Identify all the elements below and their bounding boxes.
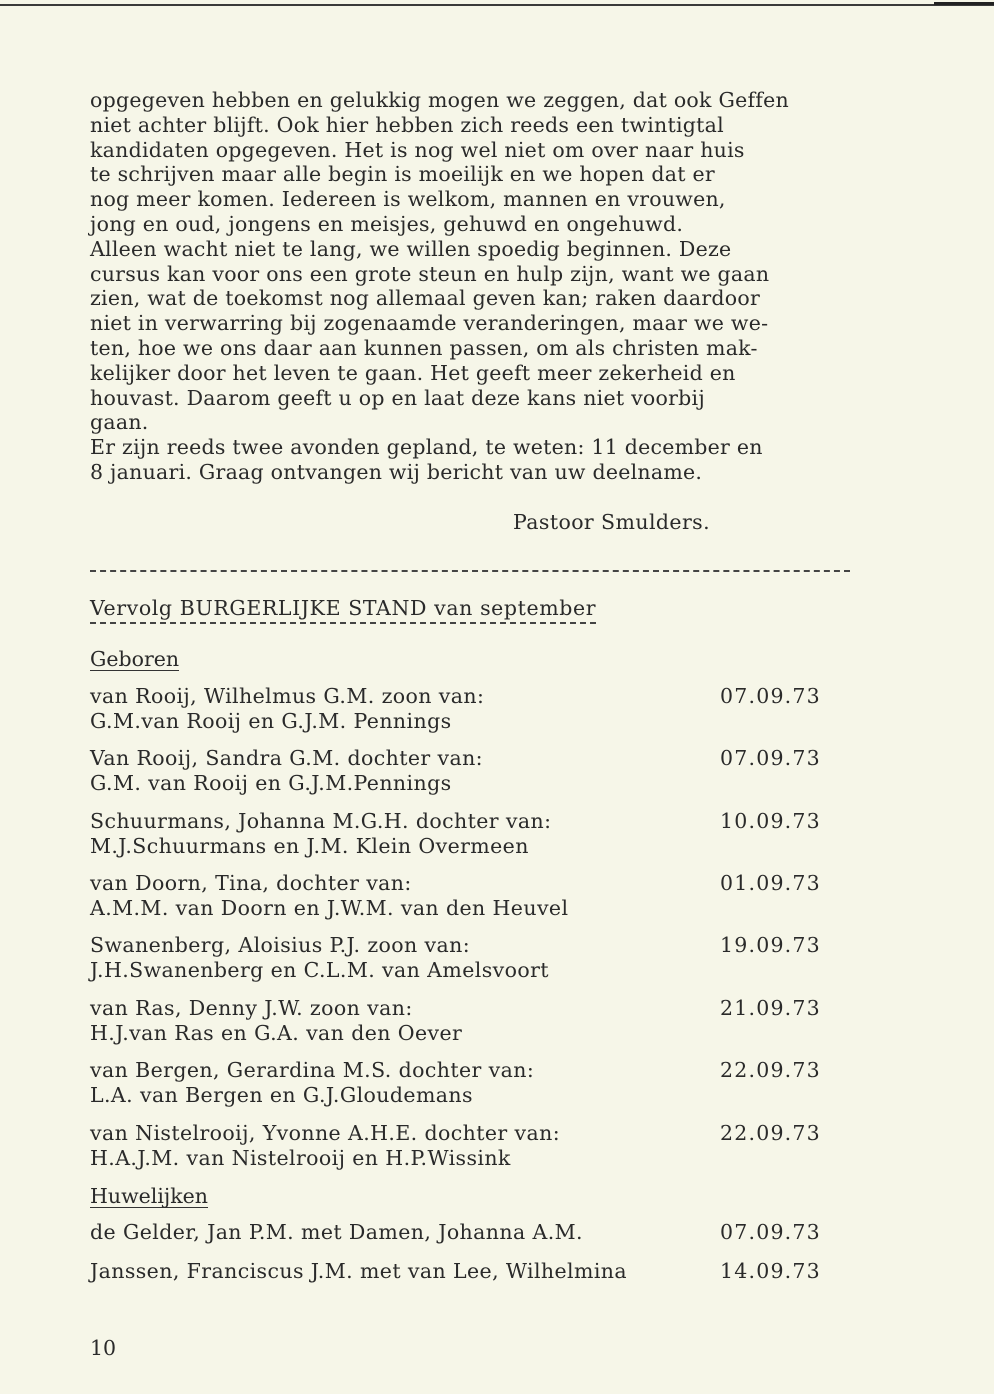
birth-child: Swanenberg, Aloisius P.J. zoon van: — [90, 933, 471, 957]
births-heading: Geboren — [90, 647, 180, 671]
intro-line: 8 januari. Graag ontvangen wij bericht van uw deelname. — [90, 459, 703, 484]
marriages-heading: Huwelijken — [90, 1184, 208, 1208]
signature: Pastoor Smulders. — [513, 510, 710, 534]
intro-line: niet achter blijft. Ook hier hebben zich reeds een twintigtal — [90, 112, 724, 137]
intro-line: kandidaten opgegeven. Het is nog wel niet om over naar huis — [90, 137, 745, 162]
intro-paragraph — [90, 88, 850, 485]
intro-line: Er zijn reeds twee avonden gepland, te weten: 11 december en — [90, 435, 763, 460]
intro-line: nog meer komen. Iedereen is welkom, mannen en vrouwen, — [90, 187, 726, 212]
marriage-entry — [90, 1220, 830, 1245]
intro-line: ten, hoe we ons daar aan kunnen passen, om als christen mak- — [90, 335, 758, 360]
birth-date: 22.09.73 — [720, 1058, 821, 1082]
intro-line: opgegeven hebben en gelukkig mogen we zeggen, dat ook Geffen — [90, 88, 789, 112]
intro-line: kelijker door het leven te gaan. Het geeft meer zekerheid en — [90, 360, 736, 385]
intro-line: zien, wat de toekomst nog allemaal geven kan; raken daardoor — [90, 286, 761, 311]
section-divider — [90, 570, 850, 572]
birth-parents: A.M.M. van Doorn en J.W.M. van den Heuvel — [90, 896, 569, 920]
birth-child: van Ras, Denny J.W. zoon van: — [90, 996, 413, 1020]
birth-date: 01.09.73 — [720, 871, 821, 895]
birth-date: 22.09.73 — [720, 1121, 821, 1145]
section-title: Vervolg BURGERLIJKE STAND van september — [90, 596, 596, 624]
birth-date: 19.09.73 — [720, 933, 821, 957]
birth-date: 07.09.73 — [720, 684, 821, 708]
marriage-date: 07.09.73 — [720, 1220, 821, 1244]
birth-child: van Nistelrooij, Yvonne A.H.E. dochter van: — [90, 1121, 561, 1145]
birth-child: Van Rooij, Sandra G.M. dochter van: — [90, 746, 483, 770]
birth-parents: L.A. van Bergen en G.J.Gloudemans — [90, 1083, 473, 1107]
intro-line: Alleen wacht niet te lang, we willen spoedig beginnen. Deze — [90, 236, 732, 261]
birth-child: van Bergen, Gerardina M.S. dochter van: — [90, 1058, 535, 1082]
intro-line: te schrijven maar alle begin is moeilijk en we hopen dat er — [90, 162, 715, 187]
intro-line: cursus kan voor ons een grote steun en hulp zijn, want we gaan — [90, 261, 770, 286]
marriage-couple: Janssen, Franciscus J.M. met van Lee, Wilhelmina — [90, 1259, 628, 1283]
top-border-line — [0, 4, 994, 6]
birth-entry — [90, 933, 830, 983]
birth-entry — [90, 996, 830, 1046]
birth-parents: J.H.Swanenberg en C.L.M. van Amelsvoort — [90, 958, 549, 982]
birth-entry — [90, 684, 830, 734]
birth-entry — [90, 1058, 830, 1108]
birth-date: 07.09.73 — [720, 746, 821, 770]
birth-parents: G.M.van Rooij en G.J.M. Pennings — [90, 709, 452, 733]
birth-date: 21.09.73 — [720, 996, 821, 1020]
marriage-entry — [90, 1259, 830, 1284]
intro-line: jong en oud, jongens en meisjes, gehuwd en ongehuwd. — [90, 211, 684, 236]
birth-entry — [90, 746, 830, 796]
birth-date: 10.09.73 — [720, 809, 821, 833]
intro-line: niet in verwarring bij zogenaamde veranderingen, maar we we- — [90, 311, 769, 336]
birth-child: Schuurmans, Johanna M.G.H. dochter van: — [90, 809, 552, 833]
birth-parents: G.M. van Rooij en G.J.M.Pennings — [90, 771, 452, 795]
top-border-accent — [934, 2, 994, 5]
page-number: 10 — [90, 1336, 117, 1360]
marriage-date: 14.09.73 — [720, 1259, 821, 1283]
birth-parents: H.J.van Ras en G.A. van den Oever — [90, 1021, 463, 1045]
marriage-couple: de Gelder, Jan P.M. met Damen, Johanna A.M. — [90, 1220, 583, 1244]
birth-child: van Rooij, Wilhelmus G.M. zoon van: — [90, 684, 485, 708]
intro-line: gaan. — [90, 410, 149, 435]
birth-entry — [90, 871, 830, 921]
birth-parents: M.J.Schuurmans en J.M. Klein Overmeen — [90, 834, 529, 858]
intro-line: houvast. Daarom geeft u op en laat deze kans niet voorbij — [90, 385, 705, 410]
birth-parents: H.A.J.M. van Nistelrooij en H.P.Wissink — [90, 1146, 511, 1170]
birth-child: van Doorn, Tina, dochter van: — [90, 871, 412, 895]
birth-entry — [90, 809, 830, 859]
birth-entry — [90, 1121, 830, 1171]
